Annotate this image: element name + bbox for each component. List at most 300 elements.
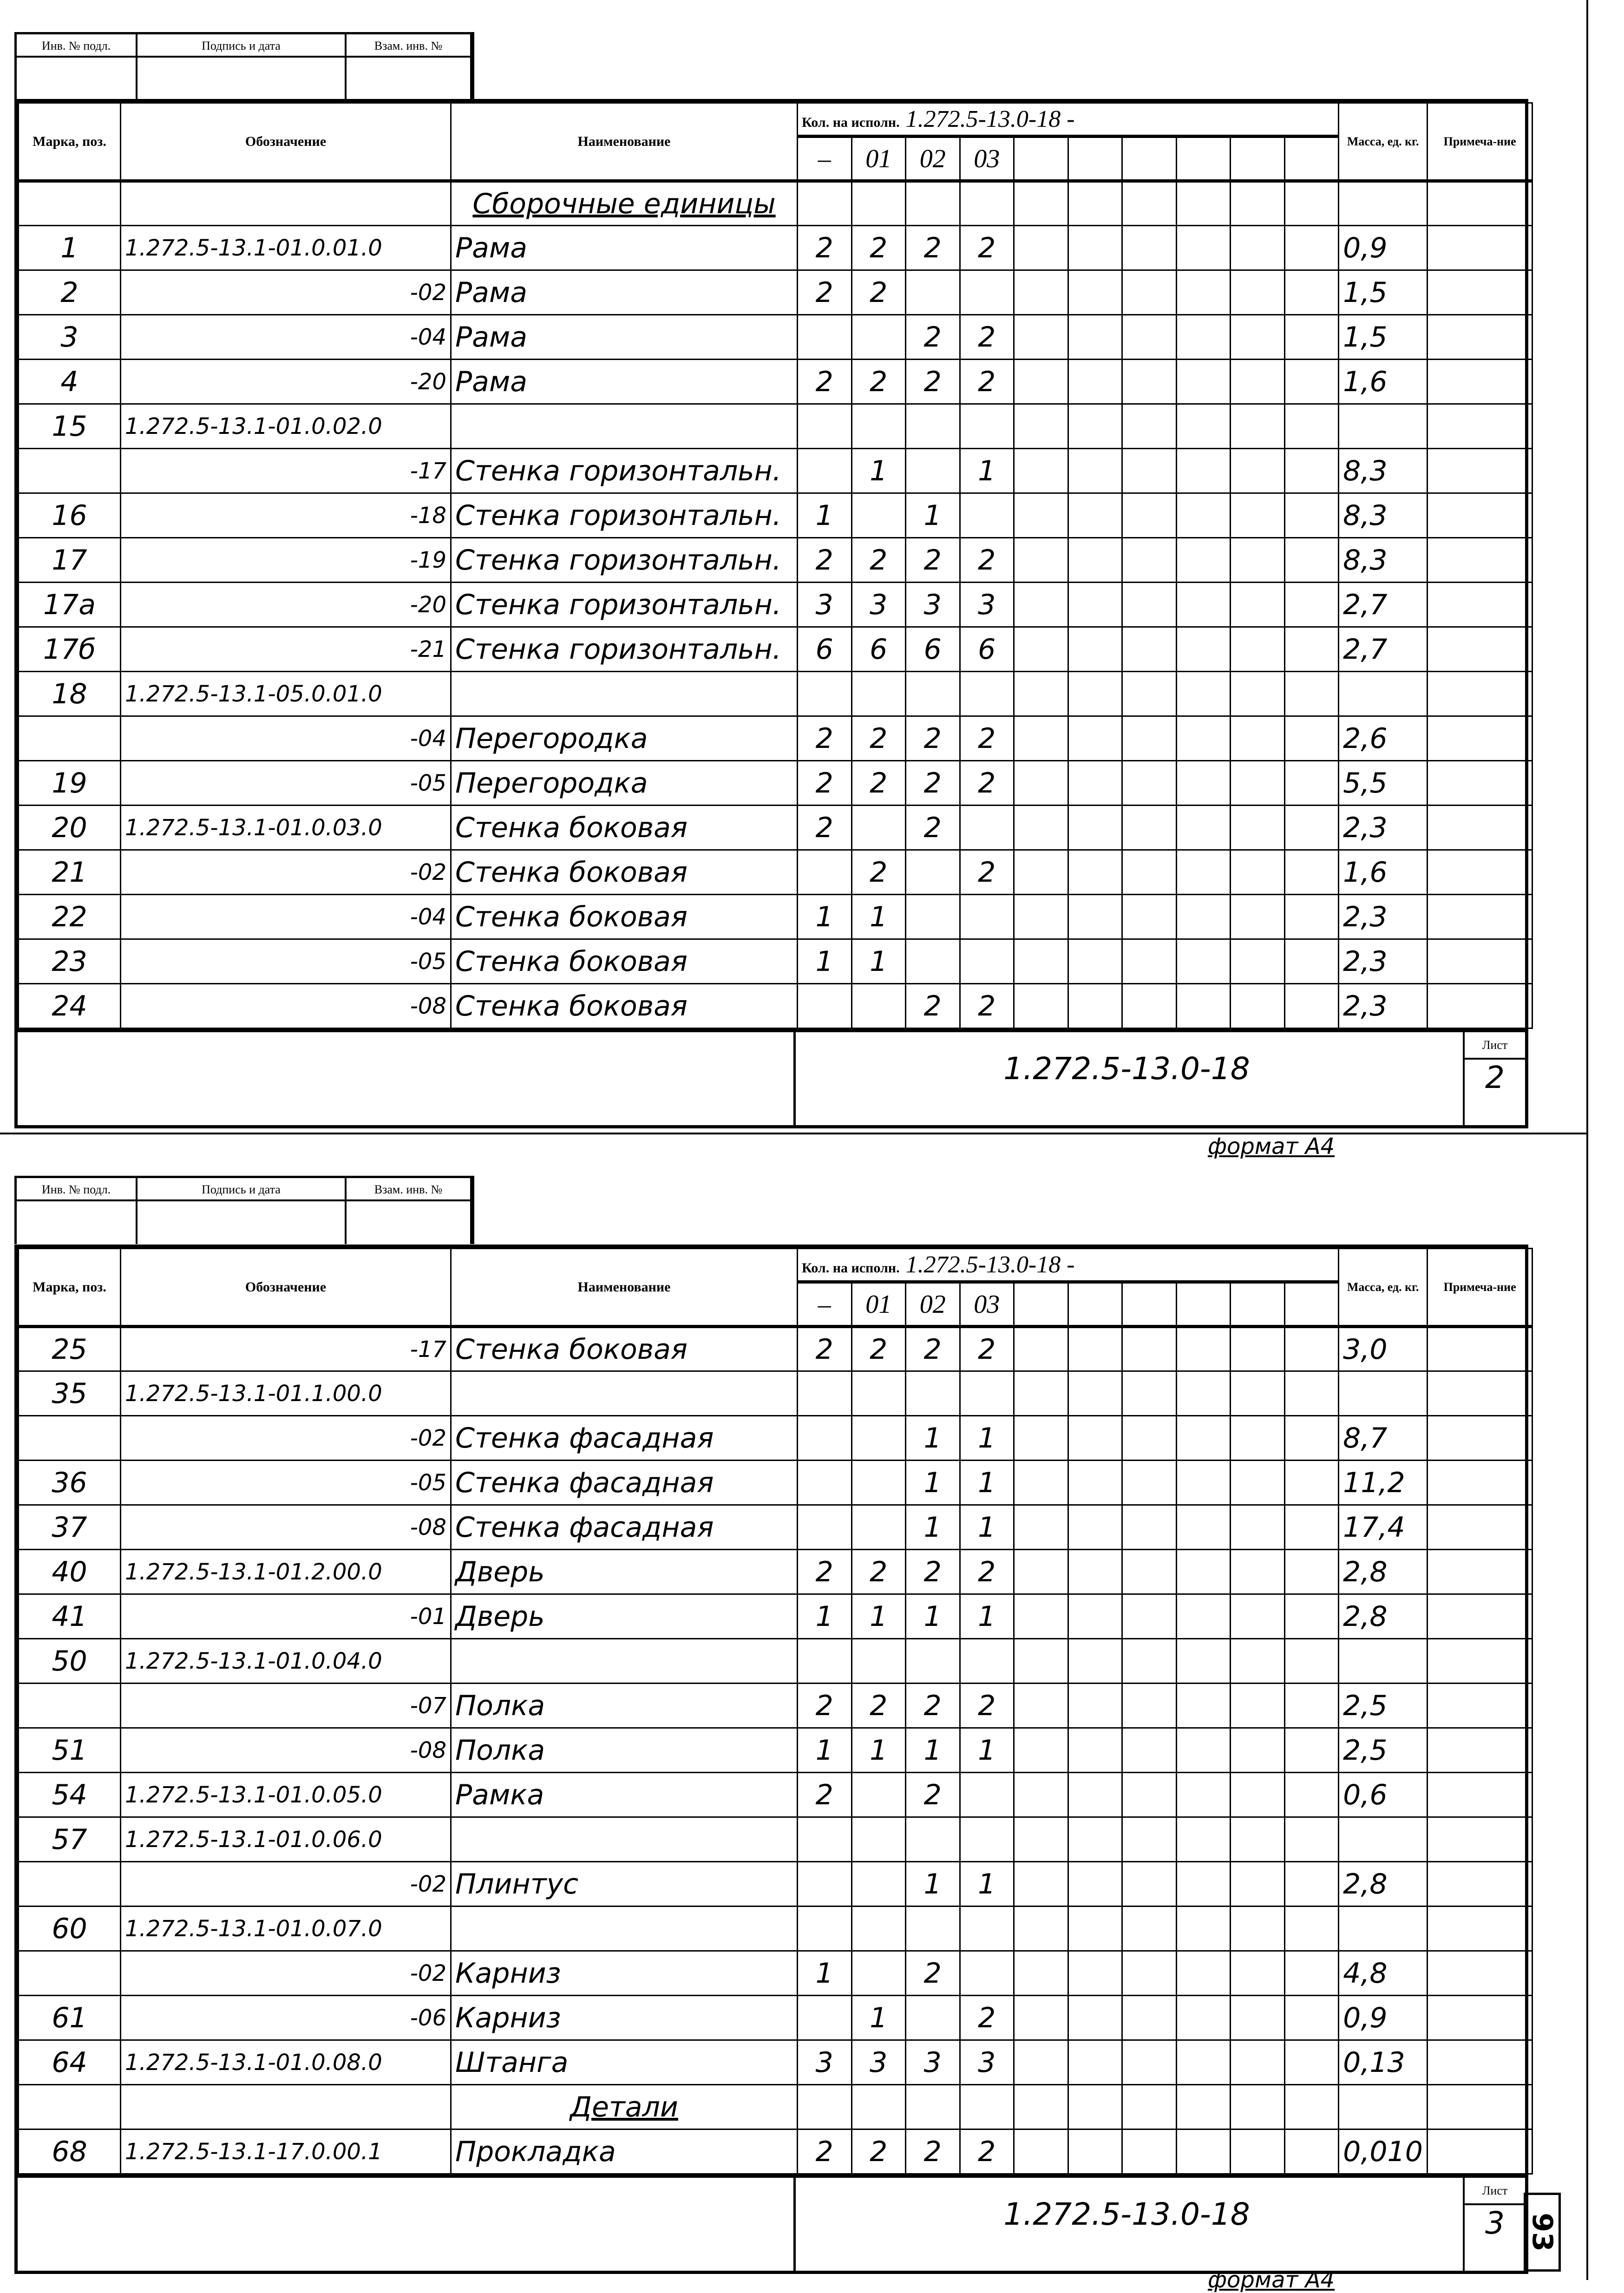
note-cell (1428, 360, 1532, 404)
qty-cell (1231, 449, 1285, 493)
qty-cell: 2 (906, 538, 960, 583)
qty-cell (1176, 1327, 1231, 1371)
table-row (19, 1773, 1532, 1817)
qty-cell: 6 (798, 627, 852, 672)
qty-cell (1231, 1862, 1285, 1906)
note-cell (1428, 1371, 1532, 1416)
qty-cell (1122, 1862, 1177, 1906)
mass-cell: 1,5 (1339, 315, 1428, 360)
qty-cell (1284, 1371, 1339, 1416)
qty-cell (1014, 1684, 1068, 1728)
qty-cell (1014, 583, 1068, 627)
qty-cell (1122, 1906, 1177, 1951)
qty-cell (1284, 315, 1339, 360)
qty-cell: 1 (851, 1594, 906, 1639)
mass-cell (1339, 672, 1428, 716)
qty-cell (1068, 1416, 1122, 1461)
sheet-number-box (1463, 2178, 1525, 2271)
pos-cell: 24 (19, 984, 121, 1029)
header-variant-2: 02 (906, 137, 960, 181)
header-variant-6 (1122, 137, 1177, 181)
qty-cell (1014, 939, 1068, 984)
mass-cell: 2,7 (1339, 627, 1428, 672)
note-cell (1428, 1906, 1532, 1951)
qty-cell (1068, 270, 1122, 315)
qty-cell (1176, 583, 1231, 627)
note-cell (1428, 226, 1532, 270)
qty-cell (1176, 1505, 1231, 1550)
name-cell: Стенка горизонтальн. (451, 583, 798, 627)
mass-cell: 1,5 (1339, 270, 1428, 315)
code-cell: -17 (121, 449, 451, 493)
qty-cell: 2 (906, 1550, 960, 1594)
code-cell: -02 (121, 850, 451, 895)
qty-cell (1176, 1862, 1231, 1906)
qty-cell: 2 (906, 1951, 960, 1996)
qty-cell (906, 895, 960, 939)
pos-cell: 15 (19, 404, 121, 449)
header-mass: Масса, ед. кг. (1339, 103, 1428, 181)
qty-cell: 1 (851, 1728, 906, 1773)
pos-cell (19, 1862, 121, 1906)
qty-cell (1284, 449, 1339, 493)
paper-format: формат А4 (1208, 1133, 1335, 1160)
qty-cell (1231, 2085, 1285, 2129)
mass-cell: 8,7 (1339, 1416, 1428, 1461)
note-cell (1428, 1505, 1532, 1550)
mass-cell: 5,5 (1339, 761, 1428, 806)
qty-doc-code: 1.272.5-13.0-18 - (899, 1251, 1075, 1278)
note-cell (1428, 1594, 1532, 1639)
mass-cell: 2,7 (1339, 583, 1428, 627)
name-cell: Дверь (451, 1550, 798, 1594)
qty-cell: 1 (960, 449, 1014, 493)
qty-cell (1122, 1550, 1177, 1594)
mass-cell: 2,3 (1339, 939, 1428, 984)
header-pos: Марка, поз. (19, 1249, 121, 1327)
qty-cell (1068, 315, 1122, 360)
qty-cell: 1 (960, 1416, 1014, 1461)
qty-cell (1014, 360, 1068, 404)
qty-cell (1284, 1416, 1339, 1461)
code-cell: -08 (121, 1728, 451, 1773)
qty-cell (1122, 181, 1177, 226)
qty-cell (1014, 2085, 1068, 2129)
qty-cell (1231, 806, 1285, 850)
stamp-empty-cell[interactable] (17, 1201, 138, 1244)
qty-cell (1122, 1505, 1177, 1550)
qty-cell (1068, 1550, 1122, 1594)
pos-cell: 57 (19, 1817, 121, 1862)
qty-cell (960, 1773, 1014, 1817)
qty-cell (1231, 538, 1285, 583)
pos-cell: 54 (19, 1773, 121, 1817)
qty-cell: 2 (906, 1773, 960, 1817)
note-cell (1428, 1773, 1532, 1817)
qty-cell (1014, 1371, 1068, 1416)
qty-cell (1122, 761, 1177, 806)
note-cell (1428, 404, 1532, 449)
name-cell: Полка (451, 1684, 798, 1728)
qty-cell (1014, 1594, 1068, 1639)
qty-cell: 2 (798, 1773, 852, 1817)
qty-cell: 6 (960, 627, 1014, 672)
qty-cell (1284, 806, 1339, 850)
qty-cell (1176, 2040, 1231, 2085)
pos-cell: 64 (19, 2040, 121, 2085)
qty-cell: 2 (851, 1550, 906, 1594)
code-cell: -21 (121, 627, 451, 672)
qty-cell (1068, 806, 1122, 850)
qty-cell (851, 1505, 906, 1550)
name-cell (451, 1817, 798, 1862)
qty-cell: 2 (960, 226, 1014, 270)
qty-cell (1176, 181, 1231, 226)
qty-cell (1122, 1594, 1177, 1639)
name-cell: Стенка боковая (451, 984, 798, 1029)
table-row (19, 583, 1532, 627)
qty-cell (1122, 1639, 1177, 1684)
qty-cell (1176, 672, 1231, 716)
name-cell: Стенка боковая (451, 850, 798, 895)
code-cell: -20 (121, 360, 451, 404)
note-cell (1428, 1817, 1532, 1862)
qty-doc-code: 1.272.5-13.0-18 - (899, 106, 1075, 132)
qty-cell (1068, 984, 1122, 1029)
mass-cell: 8,3 (1339, 449, 1428, 493)
qty-cell (1068, 1862, 1122, 1906)
qty-cell (1231, 984, 1285, 1029)
qty-cell (1014, 270, 1068, 315)
qty-cell (1122, 1817, 1177, 1862)
qty-cell: 3 (960, 2040, 1014, 2085)
pos-cell (19, 449, 121, 493)
code-cell: -06 (121, 1996, 451, 2040)
qty-cell (1176, 895, 1231, 939)
qty-cell (1284, 1773, 1339, 1817)
replaced-inventory-label: Взам. инв. № (347, 1178, 472, 1201)
table-row (19, 1550, 1532, 1594)
qty-cell (1014, 2040, 1068, 2085)
mass-cell (1339, 404, 1428, 449)
qty-cell (1231, 226, 1285, 270)
qty-cell (1284, 1327, 1339, 1371)
qty-cell (1176, 1550, 1231, 1594)
paper-format: формат А4 (1208, 2267, 1335, 2293)
qty-cell (1284, 939, 1339, 984)
pos-cell (19, 1684, 121, 1728)
qty-cell (1014, 984, 1068, 1029)
qty-cell (798, 2085, 852, 2129)
specification-sheet (14, 99, 1528, 1128)
qty-cell (1068, 1951, 1122, 1996)
qty-cell (1122, 1327, 1177, 1371)
qty-cell (960, 1817, 1014, 1862)
mass-cell: 8,3 (1339, 493, 1428, 538)
qty-cell (1176, 2129, 1231, 2174)
mass-cell: 0,9 (1339, 226, 1428, 270)
table-row (19, 939, 1532, 984)
stamp-empty-cell[interactable] (138, 1201, 347, 1244)
qty-cell (1231, 1906, 1285, 1951)
qty-cell (1068, 2129, 1122, 2174)
qty-cell (1231, 360, 1285, 404)
document-code: 1.272.5-13.0-18 (1003, 1051, 1250, 1087)
qty-cell (1014, 1817, 1068, 1862)
mass-cell (1339, 1817, 1428, 1862)
qty-cell (1122, 1951, 1177, 1996)
qty-cell: 1 (960, 1862, 1014, 1906)
qty-cell (1176, 1906, 1231, 1951)
qty-cell (1231, 2040, 1285, 2085)
qty-cell (851, 1906, 906, 1951)
code-cell: -02 (121, 1862, 451, 1906)
qty-cell (1068, 850, 1122, 895)
qty-cell (1122, 583, 1177, 627)
note-cell (1428, 181, 1532, 226)
qty-cell: 2 (851, 2129, 906, 2174)
qty-cell (906, 1996, 960, 2040)
qty-cell (1231, 1951, 1285, 1996)
name-cell: Стенка фасадная (451, 1416, 798, 1461)
qty-cell: 2 (798, 2129, 852, 2174)
qty-cell (1014, 449, 1068, 493)
note-cell (1428, 2085, 1532, 2129)
code-cell: 1.272.5-13.1-01.0.01.0 (121, 226, 451, 270)
qty-cell: 1 (851, 895, 906, 939)
qty-cell: 2 (906, 806, 960, 850)
mass-cell: 2,5 (1339, 1728, 1428, 1773)
header-mass: Масса, ед. кг. (1339, 1249, 1428, 1327)
qty-cell: 2 (798, 538, 852, 583)
qty-cell (1284, 672, 1339, 716)
qty-cell (1068, 404, 1122, 449)
header-variant-3: 03 (960, 1282, 1014, 1327)
replaced-inventory-label: Взам. инв. № (347, 34, 472, 58)
note-cell (1428, 1996, 1532, 2040)
code-cell: -04 (121, 895, 451, 939)
mass-cell (1339, 2085, 1428, 2129)
table-row (19, 850, 1532, 895)
pos-cell: 35 (19, 1371, 121, 1416)
name-cell: Стенка горизонтальн. (451, 449, 798, 493)
qty-cell (1068, 449, 1122, 493)
qty-cell (1014, 895, 1068, 939)
pos-cell: 25 (19, 1327, 121, 1371)
table-row (19, 627, 1532, 672)
qty-cell (1176, 404, 1231, 449)
name-cell: Стенка фасадная (451, 1461, 798, 1505)
code-cell: 1.272.5-13.1-01.2.00.0 (121, 1550, 451, 1594)
qty-cell (1122, 538, 1177, 583)
pos-cell: 16 (19, 493, 121, 538)
qty-cell (1122, 1461, 1177, 1505)
stamp-empty-cell[interactable] (138, 58, 347, 100)
table-row (19, 226, 1532, 270)
name-cell: Плинтус (451, 1862, 798, 1906)
header-variant-4 (1014, 1282, 1068, 1327)
table-row (19, 449, 1532, 493)
header-variant-8 (1231, 1282, 1285, 1327)
qty-cell: 1 (906, 493, 960, 538)
mass-cell (1339, 1639, 1428, 1684)
table-header-row (19, 1249, 1532, 1282)
qty-cell (1122, 315, 1177, 360)
qty-cell (1284, 404, 1339, 449)
qty-cell: 2 (798, 360, 852, 404)
name-cell: Стенка горизонтальн. (451, 493, 798, 538)
qty-cell (1068, 1505, 1122, 1550)
qty-cell (1014, 806, 1068, 850)
qty-cell (1176, 984, 1231, 1029)
code-cell: -04 (121, 716, 451, 761)
qty-cell: 3 (851, 583, 906, 627)
qty-cell (1014, 1862, 1068, 1906)
qty-cell: 2 (906, 2129, 960, 2174)
header-variant-7 (1176, 1282, 1231, 1327)
qty-cell (906, 2085, 960, 2129)
qty-cell (1122, 806, 1177, 850)
qty-cell (960, 270, 1014, 315)
qty-cell (1068, 1371, 1122, 1416)
header-variant-1: 01 (851, 1282, 906, 1327)
qty-cell (1284, 895, 1339, 939)
pos-cell: 2 (19, 270, 121, 315)
qty-cell (1284, 2085, 1339, 2129)
qty-cell (1068, 1906, 1122, 1951)
mass-cell: 2,3 (1339, 806, 1428, 850)
name-cell: Стенка горизонтальн. (451, 538, 798, 583)
stamp-empty-cell[interactable] (17, 58, 138, 100)
qty-cell (1122, 493, 1177, 538)
qty-cell: 1 (906, 1728, 960, 1773)
pos-cell (19, 181, 121, 226)
table-row (19, 1728, 1532, 1773)
note-cell (1428, 270, 1532, 315)
pos-cell: 1 (19, 226, 121, 270)
name-cell: Рама (451, 270, 798, 315)
qty-cell (1231, 1639, 1285, 1684)
right-edge-line (1586, 0, 1588, 2280)
qty-cell (1122, 360, 1177, 404)
qty-cell: 1 (960, 1728, 1014, 1773)
code-cell: -17 (121, 1327, 451, 1371)
table-row (19, 2129, 1532, 2174)
qty-cell (851, 1817, 906, 1862)
qty-cell: 1 (906, 1594, 960, 1639)
header-variant-0: – (798, 1282, 852, 1327)
qty-cell (1014, 761, 1068, 806)
qty-cell: 1 (851, 939, 906, 984)
qty-cell (1014, 1461, 1068, 1505)
table-row (19, 1951, 1532, 1996)
qty-cell (1122, 672, 1177, 716)
qty-cell: 2 (906, 761, 960, 806)
qty-cell (1122, 270, 1177, 315)
qty-cell (851, 672, 906, 716)
mass-cell: 2,5 (1339, 1684, 1428, 1728)
qty-cell (906, 1817, 960, 1862)
note-cell (1428, 939, 1532, 984)
pos-cell: 60 (19, 1906, 121, 1951)
qty-cell (1284, 1461, 1339, 1505)
qty-cell (1284, 627, 1339, 672)
mass-cell: 8,3 (1339, 538, 1428, 583)
table-row (19, 1594, 1532, 1639)
title-block (18, 1029, 1525, 1125)
code-cell: -02 (121, 1416, 451, 1461)
qty-cell (960, 895, 1014, 939)
name-cell: Стенка боковая (451, 1327, 798, 1371)
stamp-empty-cell[interactable] (347, 1201, 472, 1244)
approval-stamp (14, 32, 474, 100)
mass-cell (1339, 1906, 1428, 1951)
stamp-empty-cell[interactable] (347, 58, 472, 100)
sheet-label: Лист (1465, 2178, 1525, 2205)
code-cell: 1.272.5-13.1-05.0.01.0 (121, 672, 451, 716)
name-cell: Полка (451, 1728, 798, 1773)
pos-cell: 68 (19, 2129, 121, 2174)
mass-cell: 2,8 (1339, 1862, 1428, 1906)
qty-cell (1122, 226, 1177, 270)
code-cell: -07 (121, 1684, 451, 1728)
qty-cell (1231, 270, 1285, 315)
qty-cell (1231, 1416, 1285, 1461)
qty-cell (1284, 226, 1339, 270)
table-row (19, 1371, 1532, 1416)
pos-cell: 20 (19, 806, 121, 850)
qty-cell (1176, 493, 1231, 538)
qty-cell (1231, 627, 1285, 672)
header-variant-6 (1122, 1282, 1177, 1327)
qty-cell (1231, 404, 1285, 449)
note-cell (1428, 716, 1532, 761)
mass-cell: 0,010 (1339, 2129, 1428, 2174)
qty-cell (1014, 1996, 1068, 2040)
header-name: Наименование (451, 1249, 798, 1327)
note-cell (1428, 1639, 1532, 1684)
table-row (19, 181, 1532, 226)
qty-cell (1068, 226, 1122, 270)
qty-cell: 1 (906, 1862, 960, 1906)
qty-cell: 2 (851, 270, 906, 315)
note-cell (1428, 627, 1532, 672)
qty-cell (1176, 1728, 1231, 1773)
qty-cell (1122, 984, 1177, 1029)
qty-cell (851, 1461, 906, 1505)
qty-cell (798, 850, 852, 895)
qty-cell (1068, 538, 1122, 583)
pos-cell: 21 (19, 850, 121, 895)
name-cell: Рама (451, 360, 798, 404)
inventory-number-label: Инв. № подл. (17, 1178, 138, 1201)
qty-cell (1176, 538, 1231, 583)
code-cell: 1.272.5-13.1-01.0.06.0 (121, 1817, 451, 1862)
qty-cell (1014, 672, 1068, 716)
qty-cell (1231, 716, 1285, 761)
qty-cell (1284, 270, 1339, 315)
qty-cell (798, 181, 852, 226)
qty-cell (798, 1371, 852, 1416)
table-header-row (19, 103, 1532, 137)
qty-cell (1014, 627, 1068, 672)
qty-cell (798, 449, 852, 493)
qty-cell (1014, 1728, 1068, 1773)
mass-cell: 2,8 (1339, 1594, 1428, 1639)
pos-cell: 19 (19, 761, 121, 806)
qty-cell (1122, 627, 1177, 672)
qty-cell: 1 (798, 1951, 852, 1996)
